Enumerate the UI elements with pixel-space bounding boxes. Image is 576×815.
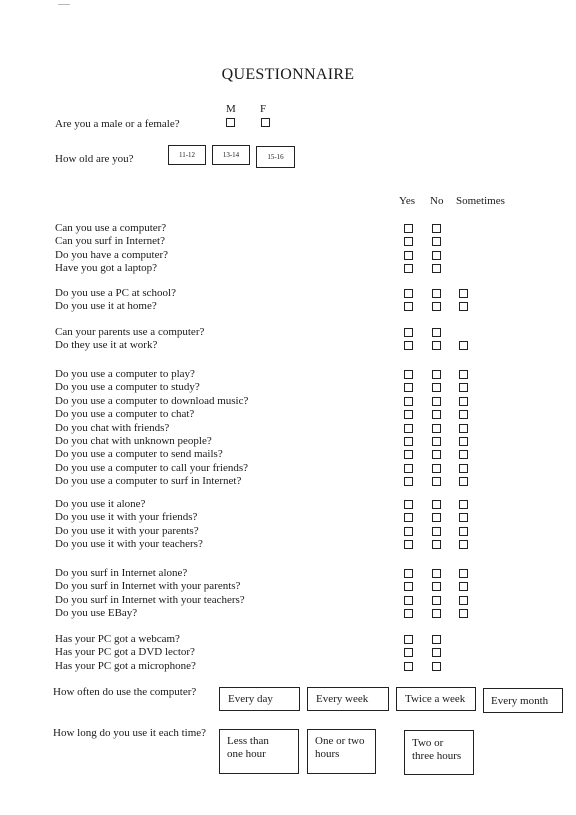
no-checkbox[interactable] <box>432 527 441 536</box>
no-checkbox[interactable] <box>432 648 441 657</box>
yes-checkbox[interactable] <box>404 540 413 549</box>
question-text: Has your PC got a microphone? <box>55 659 196 672</box>
yes-checkbox[interactable] <box>404 662 413 671</box>
sometimes-checkbox[interactable] <box>459 437 468 446</box>
duration-one-or-two-hours[interactable] <box>307 729 376 774</box>
question-text: Do you use EBay? <box>55 607 138 620</box>
question-text: Do you surf in Internet alone? <box>55 567 188 579</box>
question-text: Has your PC got a webcam? <box>55 633 180 645</box>
age-question: How old are you? <box>55 153 134 165</box>
yes-checkbox[interactable] <box>404 341 413 350</box>
duration-option-line: One or two <box>315 735 365 747</box>
sometimes-checkbox[interactable] <box>459 527 468 536</box>
column-yes: Yes <box>399 195 416 207</box>
sometimes-checkbox[interactable] <box>459 513 468 522</box>
yes-checkbox[interactable] <box>404 500 413 509</box>
sometimes-checkbox[interactable] <box>459 464 468 473</box>
question-text: Do you use a computer to send mails? <box>55 448 223 461</box>
duration-two-or-three-hours[interactable] <box>404 730 474 775</box>
no-checkbox[interactable] <box>432 302 441 311</box>
duration-option-line: hours <box>315 748 340 760</box>
no-checkbox[interactable] <box>432 596 441 605</box>
question-text: Can you use a computer? <box>55 222 167 234</box>
no-checkbox[interactable] <box>432 341 441 350</box>
yes-checkbox[interactable] <box>404 264 413 273</box>
sometimes-checkbox[interactable] <box>459 302 468 311</box>
question-text: Do you use a computer to chat? <box>55 408 195 421</box>
sometimes-checkbox[interactable] <box>459 500 468 509</box>
question-text: Do they use it at work? <box>55 339 158 352</box>
yes-checkbox[interactable] <box>404 383 413 392</box>
sometimes-checkbox[interactable] <box>459 370 468 379</box>
no-checkbox[interactable] <box>432 328 441 337</box>
question-text: Do you use it with your friends? <box>55 511 198 524</box>
sometimes-checkbox[interactable] <box>459 582 468 591</box>
age-option-13-14[interactable]: 13-14 <box>212 145 250 165</box>
sometimes-checkbox[interactable] <box>459 569 468 578</box>
sometimes-checkbox[interactable] <box>459 450 468 459</box>
no-checkbox[interactable] <box>432 500 441 509</box>
frequency-every-week[interactable]: Every week <box>307 687 389 711</box>
no-checkbox[interactable] <box>432 662 441 671</box>
yes-checkbox[interactable] <box>404 424 413 433</box>
column-no: No <box>430 195 444 207</box>
gender-question: Are you a male or a female? <box>55 118 180 130</box>
duration-option-line: three hours <box>412 750 462 762</box>
yes-checkbox[interactable] <box>404 289 413 298</box>
sometimes-checkbox[interactable] <box>459 424 468 433</box>
yes-checkbox[interactable] <box>404 582 413 591</box>
yes-checkbox[interactable] <box>404 635 413 644</box>
duration-option-line: Two or <box>412 737 444 749</box>
no-checkbox[interactable] <box>432 477 441 486</box>
no-checkbox[interactable] <box>432 540 441 549</box>
no-checkbox[interactable] <box>432 569 441 578</box>
yes-checkbox[interactable] <box>404 251 413 260</box>
sometimes-checkbox[interactable] <box>459 477 468 486</box>
question-text: Do you use a computer to call your friends? <box>55 461 249 474</box>
frequency-every-day[interactable]: Every day <box>219 687 300 711</box>
question-text: Do you use it at home? <box>55 300 157 313</box>
question-text: Can your parents use a computer? <box>55 326 205 338</box>
duration-question: How long do you use it each time? <box>53 727 207 739</box>
yes-checkbox[interactable] <box>404 224 413 233</box>
question-text: Do you chat with unknown people? <box>55 435 212 447</box>
gender-m-checkbox[interactable] <box>226 118 235 127</box>
no-checkbox[interactable] <box>432 410 441 419</box>
gender-label-f: F <box>260 103 267 115</box>
frequency-twice-a-week[interactable]: Twice a week <box>396 687 476 711</box>
yes-checkbox[interactable] <box>404 477 413 486</box>
question-text: Do you use it with your parents? <box>55 524 199 537</box>
no-checkbox[interactable] <box>432 251 441 260</box>
question-text: Do you surf in Internet with your teachers? <box>55 593 245 606</box>
duration-less-than-one-hour[interactable] <box>219 729 299 774</box>
no-checkbox[interactable] <box>432 383 441 392</box>
sometimes-checkbox[interactable] <box>459 383 468 392</box>
sometimes-checkbox[interactable] <box>459 341 468 350</box>
no-checkbox[interactable] <box>432 437 441 446</box>
age-option-11-12[interactable]: 11-12 <box>168 145 206 165</box>
duration-option-line: one hour <box>227 748 266 760</box>
no-checkbox[interactable] <box>432 635 441 644</box>
yes-checkbox[interactable] <box>404 464 413 473</box>
gender-label-m: M <box>226 103 236 115</box>
no-checkbox[interactable] <box>432 289 441 298</box>
question-text: Can you surf in Internet? <box>55 235 165 248</box>
column-sometimes: Sometimes <box>456 195 505 207</box>
sometimes-checkbox[interactable] <box>459 289 468 298</box>
no-checkbox[interactable] <box>432 424 441 433</box>
question-text: Do you use it alone? <box>55 498 146 510</box>
no-checkbox[interactable] <box>432 464 441 473</box>
frequency-every-month[interactable]: Every month <box>483 688 563 713</box>
yes-checkbox[interactable] <box>404 609 413 618</box>
frequency-question: How often do use the computer? <box>53 686 197 698</box>
sometimes-checkbox[interactable] <box>459 596 468 605</box>
sometimes-checkbox[interactable] <box>459 397 468 406</box>
yes-checkbox[interactable] <box>404 648 413 657</box>
yes-checkbox[interactable] <box>404 370 413 379</box>
yes-checkbox[interactable] <box>404 328 413 337</box>
question-text: Do you use a computer to study? <box>55 381 200 394</box>
yes-checkbox[interactable] <box>404 450 413 459</box>
yes-checkbox[interactable] <box>404 302 413 311</box>
no-checkbox[interactable] <box>432 450 441 459</box>
question-text: Do you have a computer? <box>55 248 169 261</box>
yes-checkbox[interactable] <box>404 437 413 446</box>
no-checkbox[interactable] <box>432 513 441 522</box>
no-checkbox[interactable] <box>432 609 441 618</box>
duration-option-line: Less than <box>227 735 269 747</box>
question-text: Do you use a computer to surf in Internet? <box>55 475 242 488</box>
question-text: Do you use a PC at school? <box>55 287 176 299</box>
yes-checkbox[interactable] <box>404 569 413 578</box>
yes-checkbox[interactable] <box>404 397 413 406</box>
no-checkbox[interactable] <box>432 582 441 591</box>
no-checkbox[interactable] <box>432 224 441 233</box>
no-checkbox[interactable] <box>432 264 441 273</box>
scan-mark <box>58 4 70 5</box>
page-title: QUESTIONNAIRE <box>221 66 355 83</box>
sometimes-checkbox[interactable] <box>459 540 468 549</box>
question-text: Has your PC got a DVD lector? <box>55 646 195 659</box>
sometimes-checkbox[interactable] <box>459 410 468 419</box>
gender-f-checkbox[interactable] <box>261 118 270 127</box>
question-text: Do you chat with friends? <box>55 421 170 434</box>
yes-checkbox[interactable] <box>404 410 413 419</box>
yes-checkbox[interactable] <box>404 527 413 536</box>
question-text: Do you use a computer to play? <box>55 368 195 380</box>
question-text: Do you use a computer to download music? <box>55 394 249 407</box>
no-checkbox[interactable] <box>432 397 441 406</box>
age-option-15-16[interactable]: 15-16 <box>256 146 295 168</box>
sometimes-checkbox[interactable] <box>459 609 468 618</box>
yes-checkbox[interactable] <box>404 596 413 605</box>
yes-checkbox[interactable] <box>404 237 413 246</box>
question-text: Do you surf in Internet with your parents? <box>55 580 241 593</box>
no-checkbox[interactable] <box>432 370 441 379</box>
yes-checkbox[interactable] <box>404 513 413 522</box>
question-text: Do you use it with your teachers? <box>55 538 203 551</box>
no-checkbox[interactable] <box>432 237 441 246</box>
question-text: Have you got a laptop? <box>55 262 158 275</box>
